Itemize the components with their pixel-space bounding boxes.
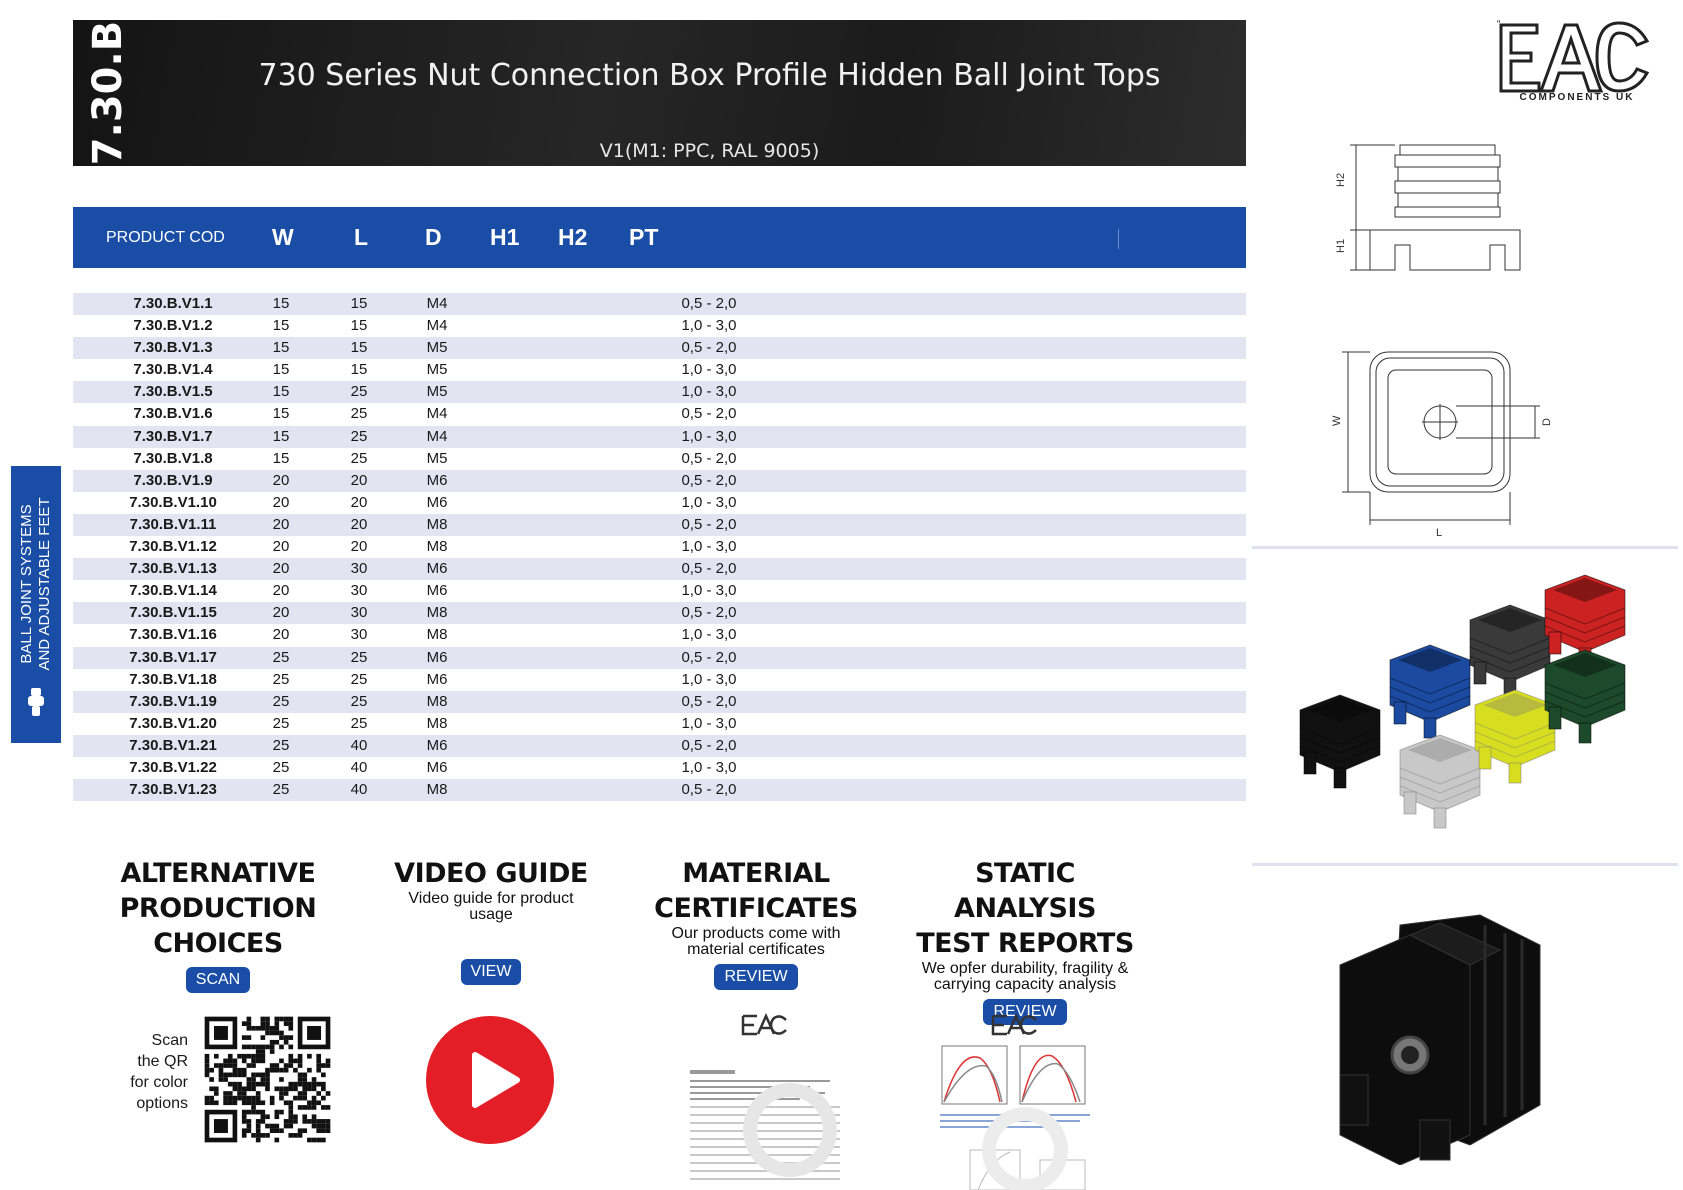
table-header bbox=[73, 207, 1246, 268]
scan-note-line1: Scan bbox=[151, 1032, 188, 1049]
page-subtitle: V1(M1: PPC, RAL 9005) bbox=[599, 140, 820, 162]
material-certificate-thumbnail[interactable] bbox=[680, 1010, 855, 1190]
cap-variant bbox=[1470, 605, 1550, 698]
profile-thickness-cell: 1,0 - 3,0 bbox=[681, 493, 737, 511]
length-cell: 25 bbox=[350, 670, 368, 688]
thread-cell: M8 bbox=[426, 626, 448, 644]
length-cell: 15 bbox=[350, 361, 368, 379]
width-cell: 25 bbox=[272, 736, 290, 754]
thread-cell: M8 bbox=[426, 538, 448, 556]
video-desc-line1: Video guide for product bbox=[408, 890, 574, 907]
width-cell: 25 bbox=[272, 781, 290, 799]
profile-thickness-cell: 1,0 - 3,0 bbox=[681, 582, 737, 600]
profile-thickness-cell: 0,5 - 2,0 bbox=[681, 515, 737, 533]
thread-cell: M5 bbox=[426, 361, 448, 379]
length-cell: 25 bbox=[350, 427, 368, 445]
thread-cell: M8 bbox=[426, 692, 448, 710]
table-row bbox=[73, 315, 1246, 337]
length-cell: 40 bbox=[350, 781, 368, 799]
product-code-cell: 7.30.B.V1.20 bbox=[129, 714, 217, 732]
product-code-cell: 7.30.B.V1.9 bbox=[133, 471, 213, 489]
view-button[interactable]: VIEW bbox=[461, 959, 522, 985]
col-header-h1: H1 bbox=[490, 224, 520, 250]
thread-cell: M5 bbox=[426, 449, 448, 467]
logo-subtext: COMPONENTS UK bbox=[1519, 92, 1635, 103]
profile-thickness-cell: 1,0 - 3,0 bbox=[681, 383, 737, 401]
table-row bbox=[73, 381, 1246, 403]
product-code-cell: 7.30.B.V1.15 bbox=[129, 604, 217, 622]
table-row bbox=[73, 647, 1246, 669]
video-desc-line2: usage bbox=[469, 906, 513, 923]
profile-thickness-cell: 0,5 - 2,0 bbox=[681, 648, 737, 666]
right-divider-2 bbox=[1252, 863, 1678, 866]
material-title-line2: CERTIFICATES bbox=[654, 893, 858, 924]
svg-text:“: “ bbox=[1497, 19, 1501, 30]
product-code-cell: 7.30.B.V1.5 bbox=[133, 383, 213, 401]
table-row bbox=[73, 403, 1246, 425]
product-code-cell: 7.30.B.V1.19 bbox=[129, 692, 217, 710]
thread-cell: M8 bbox=[426, 604, 448, 622]
alternative-title-line2: PRODUCTION bbox=[119, 893, 317, 924]
profile-thickness-cell: 0,5 - 2,0 bbox=[681, 471, 737, 489]
product-code-cell: 7.30.B.V1.21 bbox=[129, 736, 217, 754]
product-code-cell: 7.30.B.V1.7 bbox=[133, 427, 213, 445]
table-row bbox=[73, 624, 1246, 646]
width-cell: 20 bbox=[272, 493, 290, 511]
width-cell: 15 bbox=[272, 339, 290, 357]
col-header-code: PRODUCT COD bbox=[106, 229, 225, 246]
product-code-cell: 7.30.B.V1.12 bbox=[129, 538, 217, 556]
material-review-button[interactable]: REVIEW bbox=[714, 964, 797, 990]
profile-thickness-cell: 0,5 - 2,0 bbox=[681, 405, 737, 423]
width-cell: 20 bbox=[272, 538, 290, 556]
col-header-h2: H2 bbox=[558, 224, 588, 250]
product-code-cell: 7.30.B.V1.10 bbox=[129, 493, 217, 511]
video-title: VIDEO GUIDE bbox=[394, 858, 588, 889]
width-cell: 20 bbox=[272, 582, 290, 600]
col-header-l: L bbox=[354, 224, 369, 250]
thread-cell: M6 bbox=[426, 582, 448, 600]
width-cell: 15 bbox=[272, 449, 290, 467]
side-category-label bbox=[18, 497, 54, 670]
width-cell: 25 bbox=[272, 648, 290, 666]
width-cell: 25 bbox=[272, 714, 290, 732]
product-code-cell: 7.30.B.V1.17 bbox=[129, 648, 217, 666]
length-cell: 30 bbox=[350, 560, 368, 578]
scan-note-line2: the QR bbox=[137, 1053, 188, 1070]
series-code: 7.30.B bbox=[85, 20, 131, 166]
product-code-cell: 7.30.B.V1.3 bbox=[133, 339, 213, 357]
table-row bbox=[73, 492, 1246, 514]
material-title-line1: MATERIAL bbox=[682, 858, 830, 889]
width-cell: 20 bbox=[272, 560, 290, 578]
profile-thickness-cell: 0,5 - 2,0 bbox=[681, 736, 737, 754]
table-row bbox=[73, 602, 1246, 624]
scan-note-line3: for color bbox=[130, 1074, 188, 1091]
header-separator bbox=[1118, 229, 1119, 249]
profile-thickness-cell: 0,5 - 2,0 bbox=[681, 692, 737, 710]
thread-cell: M6 bbox=[426, 736, 448, 754]
static-desc-line2: carrying capacity analysis bbox=[933, 976, 1117, 993]
cap-variant bbox=[1390, 645, 1470, 738]
product-code-cell: 7.30.B.V1.8 bbox=[133, 449, 213, 467]
thread-cell: M8 bbox=[426, 515, 448, 533]
product-code-cell: 7.30.B.V1.22 bbox=[129, 758, 217, 776]
length-cell: 20 bbox=[350, 538, 368, 556]
thread-cell: M6 bbox=[426, 560, 448, 578]
thread-cell: M6 bbox=[426, 471, 448, 489]
product-closeup-image bbox=[1300, 905, 1600, 1165]
col-header-pt: PT bbox=[629, 224, 659, 250]
scan-note bbox=[118, 1030, 188, 1114]
product-code-cell: 7.30.B.V1.4 bbox=[133, 361, 213, 379]
profile-thickness-cell: 1,0 - 3,0 bbox=[681, 317, 737, 335]
table-row bbox=[73, 779, 1246, 801]
table-row bbox=[73, 536, 1246, 558]
width-cell: 25 bbox=[272, 670, 290, 688]
width-cell: 15 bbox=[272, 405, 290, 423]
profile-thickness-cell: 1,0 - 3,0 bbox=[681, 361, 737, 379]
static-analysis-block bbox=[900, 856, 1150, 1025]
width-cell: 20 bbox=[272, 471, 290, 489]
dim-label-h1: H1 bbox=[1335, 238, 1347, 253]
product-code-cell: 7.30.B.V1.6 bbox=[133, 405, 213, 423]
profile-thickness-cell: 1,0 - 3,0 bbox=[681, 670, 737, 688]
width-cell: 15 bbox=[272, 317, 290, 335]
thread-cell: M4 bbox=[426, 295, 448, 312]
material-desc-line1: Our products come with bbox=[671, 925, 841, 942]
page-title: 730 Series Nut Connection Box Profile Hidden Ball Joint Tops bbox=[258, 58, 1161, 93]
length-cell: 15 bbox=[350, 339, 368, 357]
width-cell: 20 bbox=[272, 515, 290, 533]
profile-thickness-cell: 1,0 - 3,0 bbox=[681, 427, 737, 445]
table-row bbox=[73, 514, 1246, 536]
cap-variant bbox=[1400, 735, 1480, 828]
width-cell: 15 bbox=[272, 295, 290, 312]
cap-variant bbox=[1545, 650, 1625, 743]
side-category-tab[interactable] bbox=[11, 466, 61, 743]
static-desc-line1: We opfer durability, fragility & bbox=[921, 960, 1129, 977]
color-variants-image bbox=[1290, 560, 1660, 860]
length-cell: 25 bbox=[350, 692, 368, 710]
alternative-production-block bbox=[93, 856, 343, 993]
alternative-title-line1: ALTERNATIVE bbox=[120, 858, 316, 889]
thread-cell: M8 bbox=[426, 781, 448, 799]
side-label-line2: AND ADJUSTABLE FEET bbox=[36, 497, 53, 671]
length-cell: 30 bbox=[350, 582, 368, 600]
scan-note-line4: options bbox=[136, 1095, 188, 1112]
dim-label-h2: H2 bbox=[1335, 172, 1347, 187]
length-cell: 20 bbox=[350, 471, 368, 489]
profile-thickness-cell: 0,5 - 2,0 bbox=[681, 449, 737, 467]
static-title-line2: TEST REPORTS bbox=[916, 928, 1134, 959]
profile-thickness-cell: 1,0 - 3,0 bbox=[681, 538, 737, 556]
product-code-cell: 7.30.B.V1.13 bbox=[129, 560, 217, 578]
length-cell: 20 bbox=[350, 515, 368, 533]
thread-cell: M8 bbox=[426, 714, 448, 732]
length-cell: 15 bbox=[350, 295, 368, 312]
qr-code[interactable] bbox=[200, 1012, 335, 1147]
table-row bbox=[73, 426, 1246, 448]
dim-label-w: W bbox=[1331, 415, 1343, 426]
header-banner bbox=[73, 20, 1246, 166]
table-row bbox=[73, 337, 1246, 359]
profile-thickness-cell: 0,5 - 2,0 bbox=[681, 560, 737, 578]
video-guide-block bbox=[366, 856, 616, 985]
product-code-cell: 7.30.B.V1.11 bbox=[129, 515, 217, 533]
side-view-drawing bbox=[1330, 135, 1560, 285]
thread-cell: M5 bbox=[426, 383, 448, 401]
length-cell: 25 bbox=[350, 449, 368, 467]
dim-label-l: L bbox=[1436, 527, 1443, 539]
thread-cell: M4 bbox=[426, 317, 448, 335]
thread-cell: M4 bbox=[426, 405, 448, 423]
table-row bbox=[73, 713, 1246, 735]
thread-cell: M6 bbox=[426, 493, 448, 511]
table-row bbox=[73, 558, 1246, 580]
table-row bbox=[73, 691, 1246, 713]
col-header-d: D bbox=[425, 224, 442, 250]
table-row bbox=[73, 470, 1246, 492]
width-cell: 25 bbox=[272, 692, 290, 710]
side-label-line1: BALL JOINT SYSTEMS bbox=[18, 504, 35, 664]
width-cell: 20 bbox=[272, 604, 290, 622]
product-table bbox=[73, 293, 1246, 801]
alternative-title-line3: CHOICES bbox=[153, 928, 283, 959]
profile-thickness-cell: 0,5 - 2,0 bbox=[681, 339, 737, 357]
table-row bbox=[73, 580, 1246, 602]
table-row bbox=[73, 448, 1246, 470]
product-code-cell: 7.30.B.V1.14 bbox=[129, 582, 217, 600]
length-cell: 40 bbox=[350, 758, 368, 776]
static-report-thumbnail[interactable] bbox=[930, 1010, 1105, 1190]
right-divider-1 bbox=[1252, 546, 1678, 549]
length-cell: 40 bbox=[350, 736, 368, 754]
width-cell: 15 bbox=[272, 383, 290, 401]
material-certificates-block bbox=[631, 856, 881, 990]
product-code-cell: 7.30.B.V1.16 bbox=[129, 626, 217, 644]
thread-cell: M5 bbox=[426, 339, 448, 357]
adjustable-foot-icon bbox=[28, 688, 44, 716]
cap-variant bbox=[1300, 695, 1380, 788]
product-code-cell: 7.30.B.V1.18 bbox=[129, 670, 217, 688]
table-row bbox=[73, 293, 1246, 315]
thread-cell: M4 bbox=[426, 427, 448, 445]
length-cell: 30 bbox=[350, 604, 368, 622]
table-row bbox=[73, 359, 1246, 381]
top-view-drawing bbox=[1330, 340, 1560, 540]
scan-button[interactable]: SCAN bbox=[186, 967, 250, 993]
length-cell: 25 bbox=[350, 648, 368, 666]
play-button-icon[interactable] bbox=[425, 1015, 555, 1145]
static-title-line1: STATIC ANALYSIS bbox=[954, 858, 1096, 924]
length-cell: 30 bbox=[350, 626, 368, 644]
length-cell: 25 bbox=[350, 405, 368, 423]
col-header-w: W bbox=[272, 224, 294, 250]
width-cell: 15 bbox=[272, 427, 290, 445]
width-cell: 25 bbox=[272, 758, 290, 776]
width-cell: 20 bbox=[272, 626, 290, 644]
cap-variant bbox=[1475, 690, 1555, 783]
width-cell: 15 bbox=[272, 361, 290, 379]
material-desc-line2: material certificates bbox=[687, 941, 825, 958]
product-code-cell: 7.30.B.V1.23 bbox=[129, 781, 217, 799]
profile-thickness-cell: 1,0 - 3,0 bbox=[681, 758, 737, 776]
thread-cell: M6 bbox=[426, 670, 448, 688]
thread-cell: M6 bbox=[426, 648, 448, 666]
product-code-cell: 7.30.B.V1.2 bbox=[133, 317, 213, 335]
profile-thickness-cell: 0,5 - 2,0 bbox=[681, 781, 737, 799]
table-row bbox=[73, 669, 1246, 691]
length-cell: 15 bbox=[350, 317, 368, 335]
length-cell: 25 bbox=[350, 383, 368, 401]
static-review-button[interactable]: REVIEW bbox=[983, 999, 1066, 1025]
table-row bbox=[73, 735, 1246, 757]
profile-thickness-cell: 1,0 - 3,0 bbox=[681, 714, 737, 732]
length-cell: 20 bbox=[350, 493, 368, 511]
thread-cell: M6 bbox=[426, 758, 448, 776]
profile-thickness-cell: 0,5 - 2,0 bbox=[681, 295, 737, 312]
dim-label-d: D bbox=[1541, 418, 1553, 426]
profile-thickness-cell: 1,0 - 3,0 bbox=[681, 626, 737, 644]
product-code-cell: 7.30.B.V1.1 bbox=[133, 295, 213, 312]
length-cell: 25 bbox=[350, 714, 368, 732]
series-code-box bbox=[73, 20, 143, 166]
table-row bbox=[73, 757, 1246, 779]
profile-thickness-cell: 0,5 - 2,0 bbox=[681, 604, 737, 622]
